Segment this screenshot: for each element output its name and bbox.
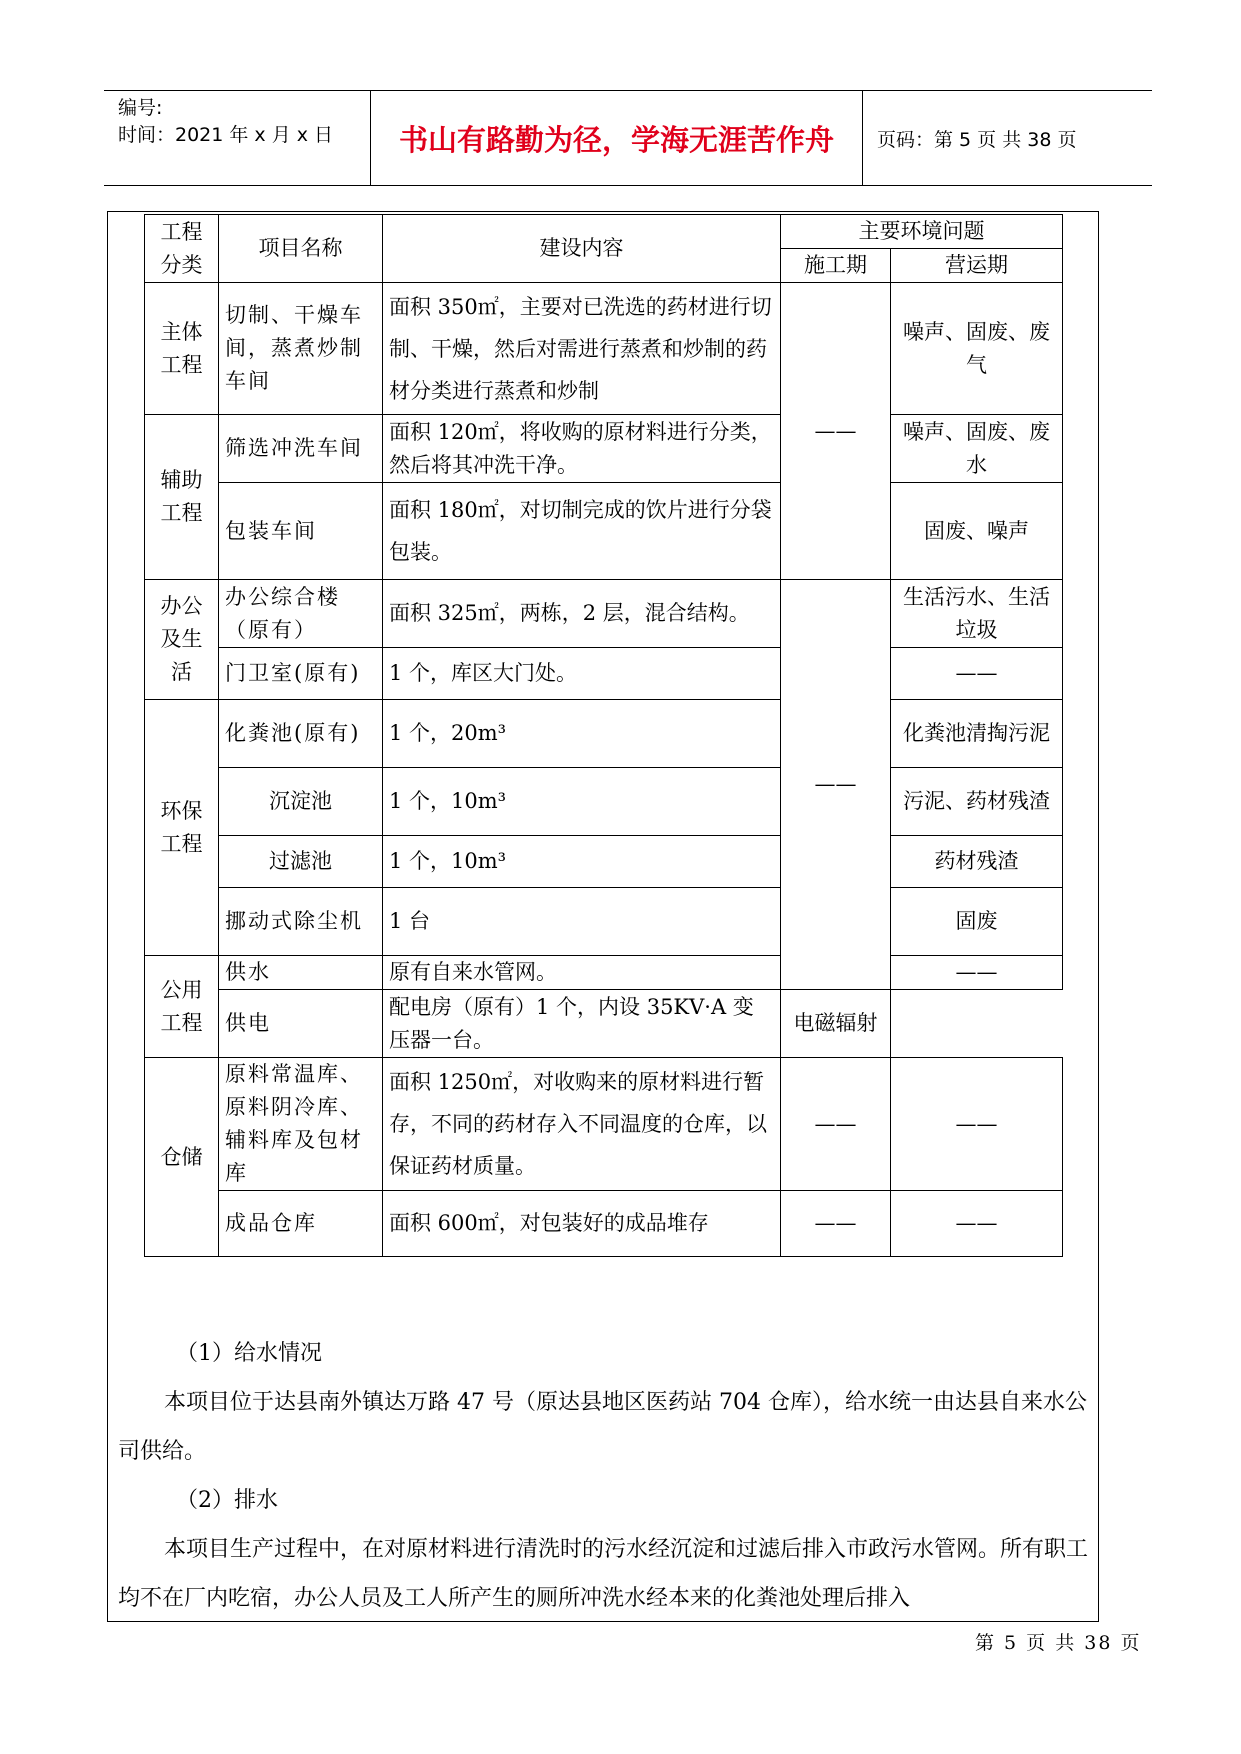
header-category: 工程分类: [145, 215, 219, 283]
construction-cell: ——: [781, 580, 891, 990]
motto: 书山有路勤为径，学海无涯苦作舟: [370, 91, 863, 185]
category-cell: 辅助工程: [145, 415, 219, 580]
operation-cell: ——: [891, 1191, 1063, 1257]
page-footer: 第 5 页 共 38 页: [975, 1632, 1142, 1654]
content-cell: 面积 180㎡，对切制完成的饮片进行分袋包装。: [383, 483, 781, 580]
operation-cell: 药材残渣: [891, 836, 1063, 888]
header-env-issues: 主要环境问题: [781, 215, 1063, 249]
content-cell: 面积 1250㎡，对收购来的原材料进行暂存，不同的药材存入不同温度的仓库，以保证药材质量。: [383, 1058, 781, 1191]
category-cell: 环保工程: [145, 700, 219, 956]
operation-cell: ——: [891, 648, 1063, 700]
table-row: [145, 700, 1063, 768]
category-cell: 办公及生活: [145, 580, 219, 700]
content-cell: 面积 325㎡，两栋，2 层，混合结构。: [383, 580, 781, 648]
content-cell: 1 个，10m³: [383, 768, 781, 836]
construction-cell: ——: [781, 1058, 891, 1191]
name-cell: 供水: [219, 956, 383, 990]
table-row: [145, 990, 1063, 1058]
operation-cell: 电磁辐射: [781, 990, 891, 1058]
name-cell: 筛选冲洗车间: [219, 415, 383, 483]
category-cell: 主体工程: [145, 283, 219, 415]
operation-cell: 污泥、药材残渣: [891, 768, 1063, 836]
name-cell: 门卫室(原有): [219, 648, 383, 700]
operation-cell: 固废、噪声: [891, 483, 1063, 580]
header-left-cell: [104, 91, 370, 185]
name-cell: 办公综合楼（原有）: [219, 580, 383, 648]
content-cell: 面积 120㎡，将收购的原材料进行分类，然后将其冲洗干净。: [383, 415, 781, 483]
name-cell: 化粪池(原有): [219, 700, 383, 768]
operation-cell: ——: [891, 956, 1063, 990]
operation-cell: 噪声、固废、废水: [891, 415, 1063, 483]
drainage-heading: （2）排水: [176, 1488, 278, 1513]
name-cell: 供电: [219, 990, 383, 1058]
water-supply-heading: （1）给水情况: [176, 1341, 322, 1366]
header-name: 项目名称: [219, 215, 383, 283]
content-cell: 1 个，20m³: [383, 700, 781, 768]
name-cell: 成品仓库: [219, 1191, 383, 1257]
operation-cell: 噪声、固废、废气: [891, 283, 1063, 415]
header-construction: 施工期: [781, 249, 891, 283]
content-cell: 1 台: [383, 888, 781, 956]
name-cell: 沉淀池: [219, 768, 383, 836]
category-cell: 公用工程: [145, 956, 219, 1058]
table-row: [145, 1191, 1063, 1257]
category-cell: 仓储: [145, 1058, 219, 1257]
construction-cell: ——: [781, 1191, 891, 1257]
content-cell: 面积 600㎡，对包装好的成品堆存: [383, 1191, 781, 1257]
header-content: 建设内容: [383, 215, 781, 283]
content-cell: 原有自来水管网。: [383, 956, 781, 990]
header-operation: 营运期: [891, 249, 1063, 283]
table-row: [145, 580, 1063, 648]
operation-cell: 化粪池清掏污泥: [891, 700, 1063, 768]
drainage-text: 本项目生产过程中，在对原材料进行清洗时的污水经沉淀和过滤后排入市政污水管网。所有职工均不在厂内吃宿，办公人员及工人所产生的厕所冲洗水经本来的化粪池处理后排入: [118, 1537, 1089, 1611]
page-label: 页码：第 5 页 共 38 页: [877, 128, 1077, 151]
operation-cell: 固废: [891, 888, 1063, 956]
construction-cell: ——: [781, 283, 891, 580]
table-row: [145, 283, 1063, 415]
table-row: [145, 648, 1063, 700]
name-cell: 原料常温库、原料阴冷库、辅料库及包材库: [219, 1058, 383, 1191]
table-row: [145, 768, 1063, 836]
table-row: [145, 483, 1063, 580]
table-row: [145, 1058, 1063, 1191]
table-row: [145, 888, 1063, 956]
name-cell: 挪动式除尘机: [219, 888, 383, 956]
table-row: [145, 836, 1063, 888]
content-cell: 1 个，10m³: [383, 836, 781, 888]
water-supply-text: 本项目位于达县南外镇达万路 47 号（原达县地区医药站 704 仓库），给水统一由达县自来水公司供给。: [118, 1390, 1087, 1464]
operation-cell: ——: [891, 1058, 1063, 1191]
table-row: [145, 956, 1063, 990]
page-header: [104, 90, 1152, 186]
name-cell: 包装车间: [219, 483, 383, 580]
time-label: 时间：2021 年 x 月 x 日: [118, 124, 334, 146]
content-cell: 面积 350㎡，主要对已洗选的药材进行切制、干燥，然后对需进行蒸煮和炒制的药材分类进行蒸煮和炒制: [383, 283, 781, 415]
content-cell: 配电房（原有）1 个，内设 35KV·A 变压器一台。: [383, 990, 781, 1058]
table-row: [145, 415, 1063, 483]
operation-cell: 生活污水、生活垃圾: [891, 580, 1063, 648]
body-text: [118, 1329, 1088, 1623]
name-cell: 过滤池: [219, 836, 383, 888]
name-cell: 切制、干燥车间，蒸煮炒制车间: [219, 283, 383, 415]
number-label: 编号:: [118, 97, 163, 119]
project-table: [144, 214, 1063, 1257]
content-cell: 1 个，库区大门处。: [383, 648, 781, 700]
